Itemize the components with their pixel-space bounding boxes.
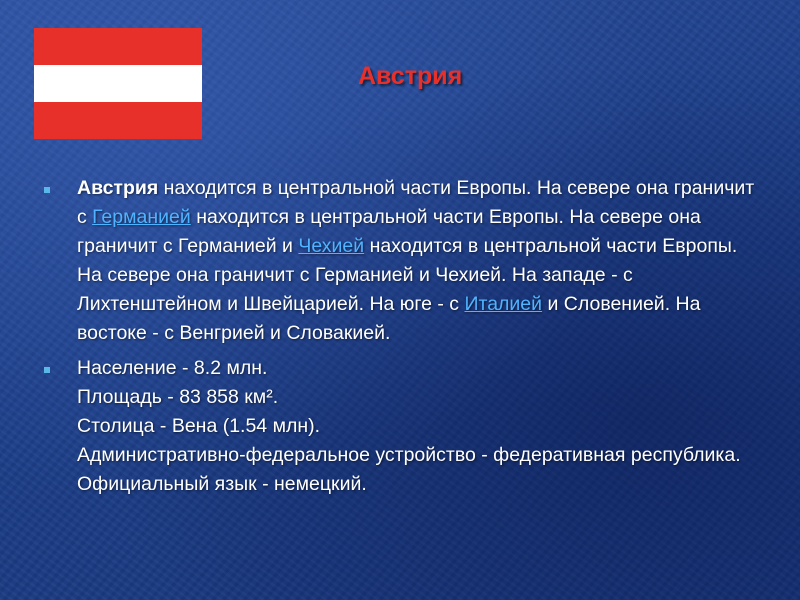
link-germany[interactable]: Германией — [92, 206, 191, 228]
link-italy[interactable]: Италией — [464, 293, 543, 315]
bullet-square-icon — [44, 367, 50, 373]
country-name: Австрия — [77, 177, 159, 199]
fact-language: Официальный язык - немецкий. — [77, 473, 367, 495]
bullet-item-location — [44, 174, 756, 348]
fact-government: Административно-федеральное устройство - федеративная республика. — [77, 444, 741, 466]
flag-stripe-top — [34, 28, 202, 65]
flag-stripe-bottom — [34, 102, 202, 139]
text-segment: и Словенией. На востоке - с Венгрией и Словакией. — [77, 293, 701, 344]
austria-flag-icon — [34, 28, 202, 139]
fact-population: Население - 8.2 млн. — [77, 357, 268, 379]
flag-stripe-middle — [34, 65, 202, 102]
text-segment: находится в центральной части Европы. На севере она граничит с Германией и — [77, 206, 701, 257]
link-czechia[interactable]: Чехией — [298, 235, 365, 257]
fact-capital: Столица - Вена (1.54 млн). — [77, 415, 321, 437]
bullet-item-facts — [44, 354, 756, 499]
fact-area: Площадь - 83 858 км². — [77, 386, 279, 408]
slide-title: Австрия — [358, 62, 463, 90]
text-segment: находится в центральной части Европы. На севере она граничит с Германией и Чехией. На западе - с Лихтенштейном и Швейцарией. На юге - с — [77, 235, 738, 315]
bullet-square-icon — [44, 187, 50, 193]
text-segment: находится в центральной части Европы. На севере она граничит с — [77, 177, 755, 228]
bullet-list — [44, 174, 756, 505]
